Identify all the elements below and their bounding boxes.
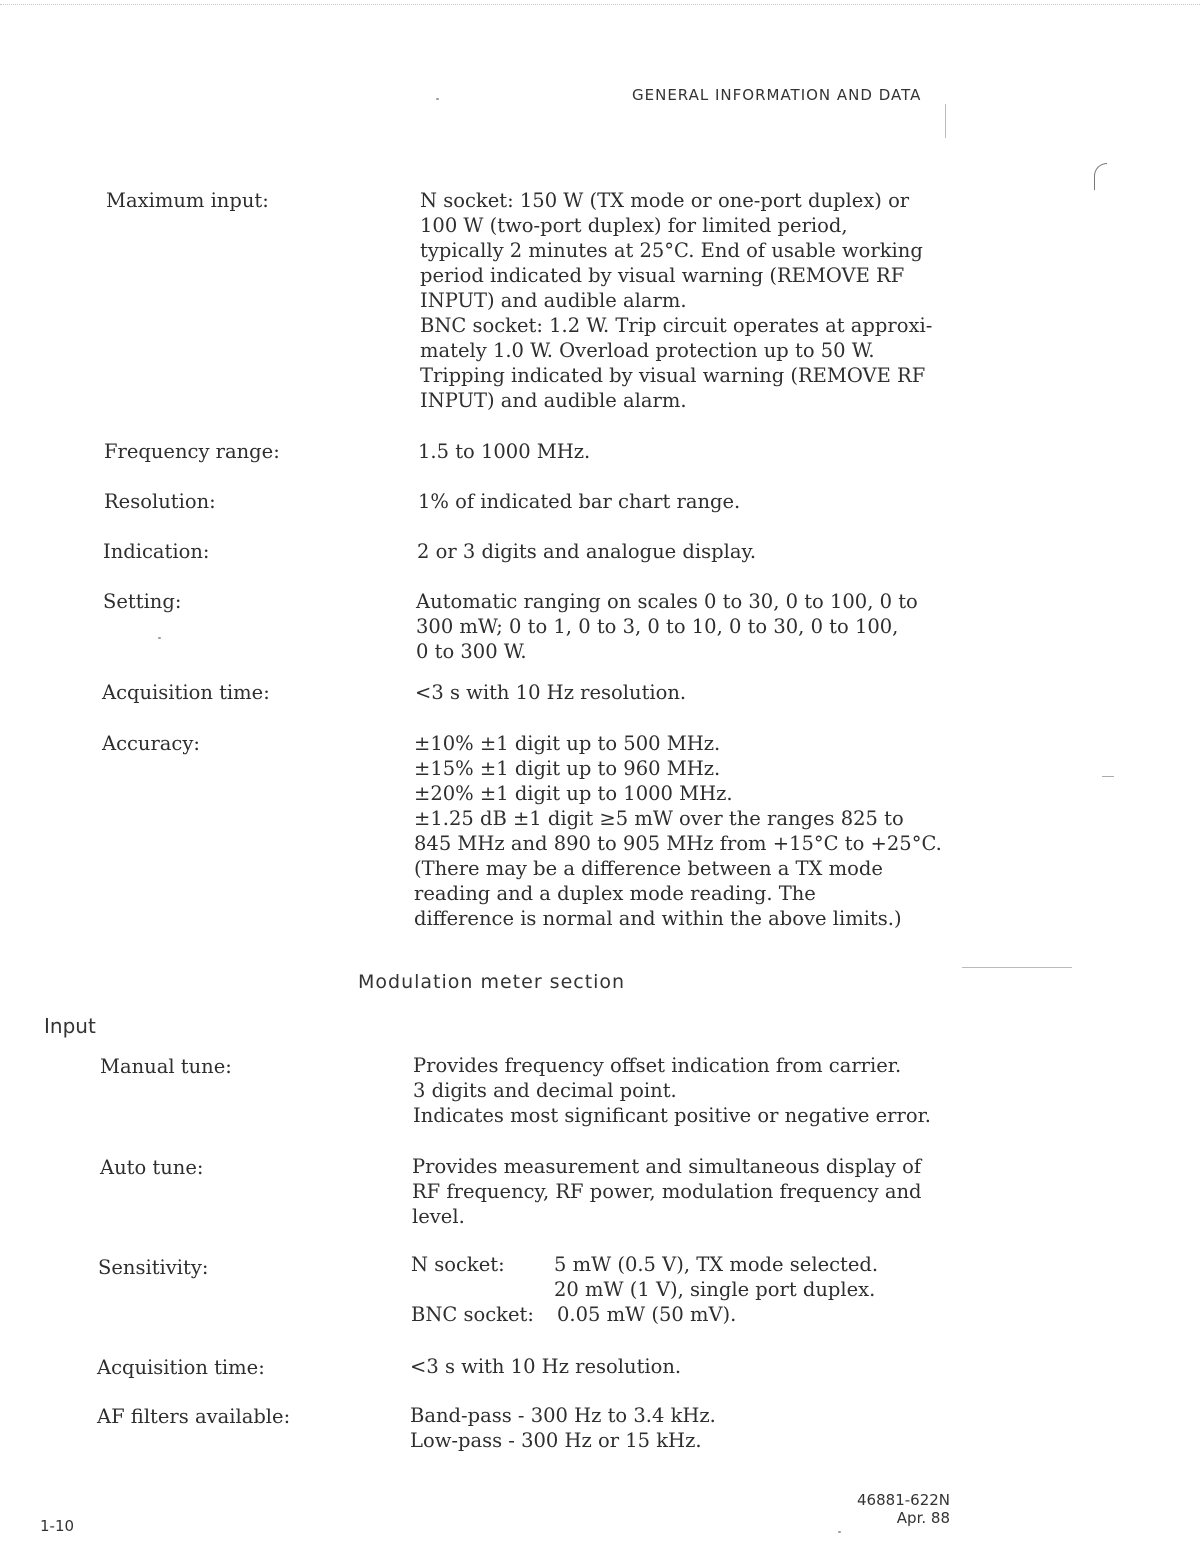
spec-line: Automatic ranging on scales 0 to 30, 0 to 100, 0 to — [416, 590, 918, 613]
margin-mark — [945, 104, 946, 138]
spec-label-acquisition-time: Acquisition time: — [102, 681, 270, 704]
spec-value-indication — [417, 539, 997, 564]
spec-line: Provides frequency offset indication from carrier. — [413, 1054, 902, 1077]
spec-line: level. — [412, 1205, 465, 1228]
spec-line: mately 1.0 W. Overload protection up to 50 W. — [420, 339, 875, 362]
spec-line: Tripping indicated by visual warning (REMOVE RF — [420, 364, 926, 387]
spec-label-mod-acquisition-time: Acquisition time: — [97, 1356, 265, 1379]
spec-line: INPUT) and audible alarm. — [420, 389, 687, 412]
spec-line: 0 to 300 W. — [416, 640, 527, 663]
sensitivity-row-n-socket — [411, 1252, 991, 1277]
spec-line: Provides measurement and simultaneous display of — [412, 1155, 922, 1178]
running-head: GENERAL INFORMATION AND DATA — [632, 86, 922, 104]
spec-label-maximum-input: Maximum input: — [106, 189, 269, 212]
document-date: Apr. 88 — [896, 1509, 950, 1527]
spec-line: 845 MHz and 890 to 905 MHz from +15°C to +25°C. — [414, 832, 942, 855]
spec-line: reading and a duplex mode reading. The — [414, 882, 816, 905]
n-socket-value: 20 mW (1 V), single port duplex. — [554, 1278, 876, 1301]
spec-value-sensitivity — [411, 1252, 991, 1327]
spec-label-resolution: Resolution: — [104, 490, 216, 513]
spec-value-af-filters — [410, 1403, 990, 1453]
spec-label-auto-tune: Auto tune: — [100, 1156, 204, 1179]
bnc-socket-value: 0.05 mW (50 mV). — [557, 1303, 737, 1326]
spec-label-af-filters: AF filters available: — [97, 1405, 291, 1428]
spec-line: <3 s with 10 Hz resolution. — [415, 681, 687, 704]
spec-line: (There may be a difference between a TX mode — [414, 857, 883, 880]
spec-line: 1.5 to 1000 MHz. — [418, 440, 591, 463]
spec-label-setting: Setting: — [103, 590, 182, 613]
scan-speck — [158, 637, 161, 639]
spec-label-frequency-range: Frequency range: — [104, 440, 280, 463]
spec-value-resolution — [418, 489, 998, 514]
n-socket-label: N socket: — [411, 1253, 505, 1276]
section-heading-modulation-meter: Modulation meter section — [358, 971, 626, 993]
spec-value-auto-tune — [412, 1154, 992, 1229]
sensitivity-row-bnc-socket — [411, 1302, 991, 1327]
spec-value-maximum-input — [420, 188, 1000, 413]
spec-value-frequency-range — [418, 439, 998, 464]
spec-label-manual-tune: Manual tune: — [100, 1055, 232, 1078]
spec-value-setting — [416, 589, 996, 664]
page-number: 1-10 — [40, 1517, 75, 1535]
scan-speck — [838, 1531, 841, 1533]
scan-edge-rule — [0, 4, 1200, 5]
spec-label-indication: Indication: — [103, 540, 210, 563]
spec-line: 300 mW; 0 to 1, 0 to 3, 0 to 10, 0 to 30, 0 to 100, — [416, 615, 899, 638]
spec-line: 2 or 3 digits and analogue display. — [417, 540, 757, 563]
spec-line: 3 digits and decimal point. — [413, 1079, 677, 1102]
spec-line: INPUT) and audible alarm. — [420, 289, 687, 312]
spec-value-acquisition-time — [415, 680, 995, 705]
spec-line: BNC socket: 1.2 W. Trip circuit operates at approxi- — [420, 314, 933, 337]
spec-line: typically 2 minutes at 25°C. End of usable working — [420, 239, 923, 262]
document-reference — [838, 1491, 950, 1527]
spec-value-manual-tune — [413, 1053, 993, 1128]
spec-value-mod-acquisition-time — [410, 1354, 990, 1379]
spec-line: ±15% ±1 digit up to 960 MHz. — [414, 757, 721, 780]
spec-line: Indicates most significant positive or negative error. — [413, 1104, 931, 1127]
group-heading-input: Input — [44, 1014, 96, 1038]
spec-value-accuracy — [414, 731, 994, 931]
scan-speck — [436, 98, 439, 100]
spec-line: <3 s with 10 Hz resolution. — [410, 1355, 682, 1378]
scan-corner-mark — [1094, 163, 1107, 190]
scan-dash — [962, 967, 1072, 968]
spec-line: ±10% ±1 digit up to 500 MHz. — [414, 732, 721, 755]
spec-line: 100 W (two-port duplex) for limited period, — [420, 214, 848, 237]
sensitivity-row-n-socket-duplex — [411, 1277, 991, 1302]
scan-dash — [1102, 776, 1114, 777]
spec-line: Band-pass - 300 Hz to 3.4 kHz. — [410, 1404, 716, 1427]
spec-line: difference is normal and within the above limits.) — [414, 907, 902, 930]
bnc-socket-label: BNC socket: — [411, 1303, 534, 1326]
spec-line: 1% of indicated bar chart range. — [418, 490, 741, 513]
spec-line: ±20% ±1 digit up to 1000 MHz. — [414, 782, 733, 805]
spec-line: Low-pass - 300 Hz or 15 kHz. — [410, 1429, 702, 1452]
n-socket-value: 5 mW (0.5 V), TX mode selected. — [554, 1253, 879, 1276]
spec-label-sensitivity: Sensitivity: — [98, 1256, 209, 1279]
spec-label-accuracy: Accuracy: — [102, 732, 200, 755]
document-number: 46881-622N — [857, 1491, 950, 1509]
spec-line: ±1.25 dB ±1 digit ≥5 mW over the ranges 825 to — [414, 807, 904, 830]
spec-line: N socket: 150 W (TX mode or one-port duplex) or — [420, 189, 910, 212]
spec-line: RF frequency, RF power, modulation frequency and — [412, 1180, 922, 1203]
spec-line: period indicated by visual warning (REMOVE RF — [420, 264, 905, 287]
